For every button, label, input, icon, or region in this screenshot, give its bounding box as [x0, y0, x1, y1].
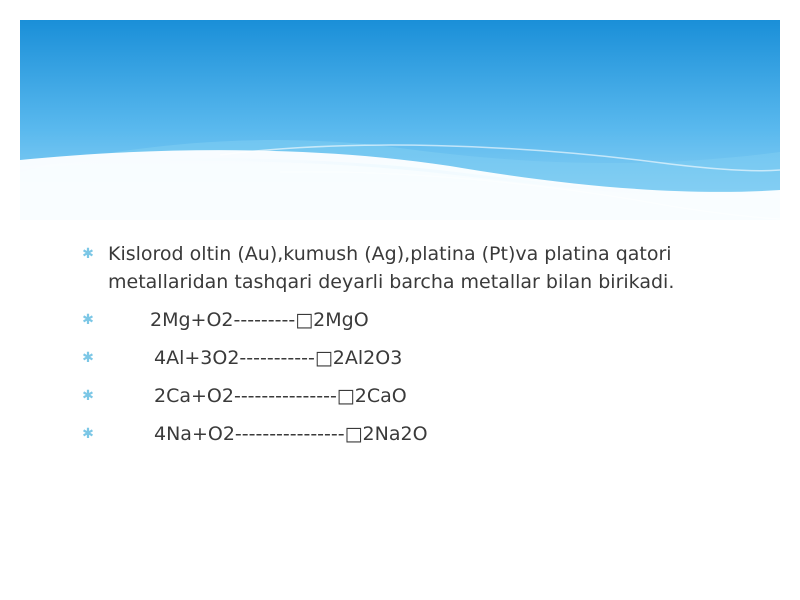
- content-area: [80, 240, 720, 458]
- asterisk-bullet-icon: ✱: [82, 246, 94, 262]
- asterisk-bullet-icon: ✱: [82, 388, 94, 404]
- asterisk-bullet-icon: ✱: [82, 350, 94, 366]
- list-item: [80, 306, 720, 334]
- equation-text: 2Mg+O2---------□2MgO: [150, 309, 369, 331]
- equation-text: 4Na+O2----------------□2Na2O: [154, 423, 428, 445]
- equation-text: 4Al+3O2-----------□2Al2O3: [154, 347, 403, 369]
- header-banner: [20, 20, 780, 220]
- equation-text: 2Ca+O2---------------□2CaO: [154, 385, 407, 407]
- asterisk-bullet-icon: ✱: [82, 312, 94, 328]
- list-item: [80, 420, 720, 448]
- list-item: [80, 382, 720, 410]
- bullet-list: [80, 240, 720, 448]
- list-item: [80, 240, 720, 296]
- banner-wave-graphic: [20, 20, 780, 220]
- list-item: [80, 344, 720, 372]
- bullet-text: Kislorod oltin (Au),kumush (Ag),platina (Pt)va platina qatori metallaridan tashqari deyarli barcha metallar bilan birikadi.: [108, 243, 678, 293]
- asterisk-bullet-icon: ✱: [82, 426, 94, 442]
